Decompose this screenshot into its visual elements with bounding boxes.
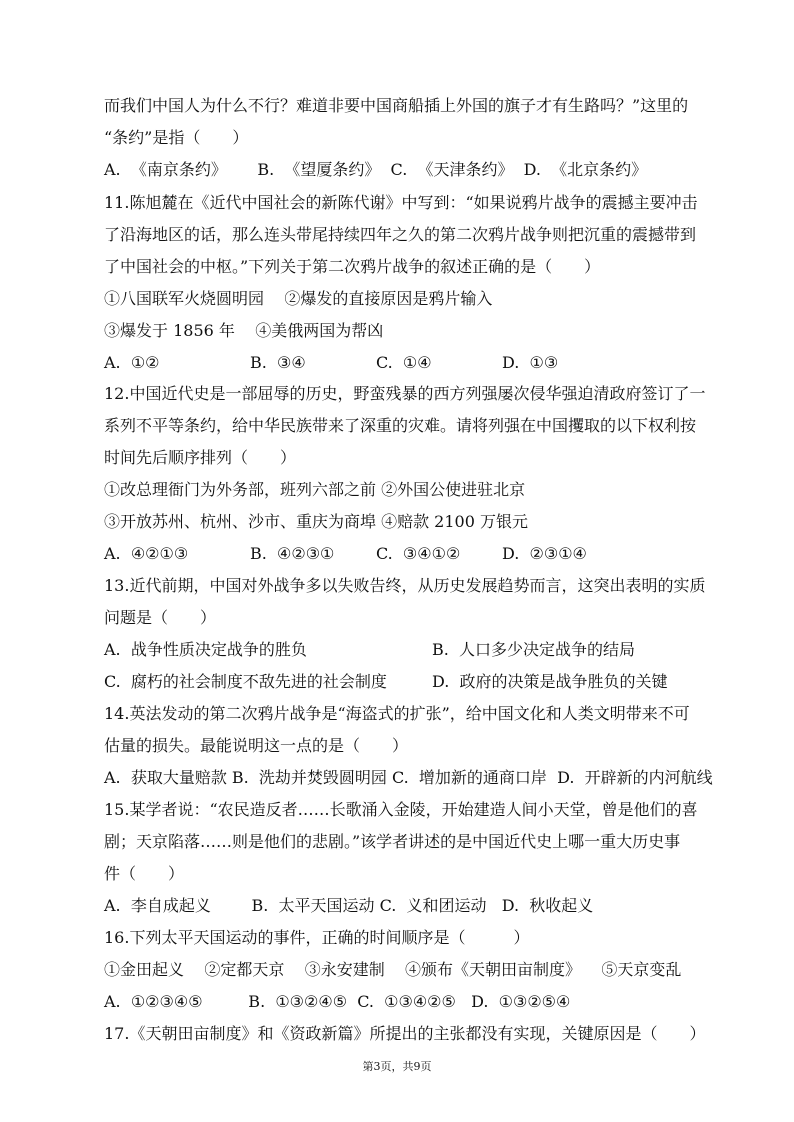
q16-options: A. ①②③④⑤ B. ①③②④⑤ C. ①③④②⑤ D. ①③②⑤④ xyxy=(104,992,571,1011)
option-b: B. ④②③① xyxy=(250,544,335,563)
text-line: 剧；天京陷落……则是他们的悲剧。”该学者讲述的是中国近代史上哪一重大历史事 xyxy=(104,832,681,851)
text-line: “条约”是指（ ） xyxy=(104,128,249,147)
q12-statements: ①改总理衙门为外务部，班列六部之前 ②外国公使进驻北京 xyxy=(104,480,526,499)
option-c: C. 腐朽的社会制度不敌先进的社会制度 xyxy=(104,672,387,691)
text-line: 时间先后顺序排列（ ） xyxy=(104,448,297,467)
q11-statements: ①八国联军火烧圆明园 ②爆发的直接原因是鸦片输入 xyxy=(104,289,493,308)
text-line: 了沿海地区的话，那么连头带尾持续四年之久的第二次鸦片战争则把沉重的震撼带到 xyxy=(104,225,697,244)
text-line: 估量的损失。最能说明这一点的是（ ） xyxy=(104,736,409,755)
q16-statements: ①金田起义 ②定都天京 ③永安建制 ④颁布《天朝田亩制度》 ⑤天京变乱 xyxy=(104,960,682,979)
q16-stem: 16.下列太平天国运动的事件，正确的时间顺序是（ ） xyxy=(104,928,530,947)
option-a: A. ①② xyxy=(104,353,160,372)
q13-stem: 13.近代前期，中国对外战争多以失败告终，从历史发展趋势而言，这突出表明的实质 xyxy=(104,576,706,595)
q14-options: A. 获取大量赔款 B. 洗劫并焚毁圆明园 C. 增加新的通商口岸 D. 开辟新的内河航线 xyxy=(104,768,713,787)
text-line: 系列不平等条约，给中华民族带来了深重的灾难。请将列强在中国攫取的以下权利按 xyxy=(104,416,697,435)
q12-stem: 12.中国近代史是一部屈辱的历史，野蛮残暴的西方列强屡次侵华强迫清政府签订了一 xyxy=(104,384,706,403)
option-a: A. ④②①③ xyxy=(104,544,189,563)
q11-stem: 11.陈旭麓在《近代中国社会的新陈代谢》中写到：“如果说鸦片战争的震撼主要冲击 xyxy=(104,193,698,212)
text-line: 件（ ） xyxy=(104,864,185,883)
option-d: D. ①③ xyxy=(502,353,559,372)
q10-options: A. 《南京条约》 B. 《望厦条约》 C. 《天津条约》 D. 《北京条约》 xyxy=(104,160,648,179)
q17-stem: 17.《天朝田亩制度》和《资政新篇》所提出的主张都没有实现，关键原因是（ ） xyxy=(104,1024,706,1043)
option-c: C. ③④①② xyxy=(376,544,461,563)
q11-statements: ③爆发于 1856 年 ④美俄两国为帮凶 xyxy=(104,321,384,340)
q12-statements: ③开放苏州、杭州、沙市、重庆为商埠 ④赔款 2100 万银元 xyxy=(104,512,528,531)
option-d: D. 政府的决策是战争胜负的关键 xyxy=(432,672,668,691)
option-a: A. 战争性质决定战争的胜负 xyxy=(104,640,307,659)
option-b: B. 人口多少决定战争的结局 xyxy=(432,640,636,659)
page-footer: 第3页，共9页 xyxy=(362,1060,432,1073)
option-b: B. ③④ xyxy=(250,353,306,372)
option-d: D. ②③①④ xyxy=(502,544,587,563)
text-line: 了中国社会的中枢。”下列关于第二次鸦片战争的叙述正确的是（ ） xyxy=(104,257,601,276)
text-line: 而我们中国人为什么不行？难道非要中国商船插上外国的旗子才有生路吗？”这里的 xyxy=(104,96,689,115)
q15-stem: 15.某学者说：“农民造反者……长歌涌入金陵，开始建造人间小天堂，曾是他们的喜 xyxy=(104,800,698,819)
q15-options: A. 李自成起义 B. 太平天国运动 C. 义和团运动 D. 秋收起义 xyxy=(104,896,594,915)
text-line: 问题是（ ） xyxy=(104,608,217,627)
option-c: C. ①④ xyxy=(376,353,432,372)
q14-stem: 14.英法发动的第二次鸦片战争是“海盗式的扩张”，给中国文化和人类文明带来不可 xyxy=(104,704,690,723)
